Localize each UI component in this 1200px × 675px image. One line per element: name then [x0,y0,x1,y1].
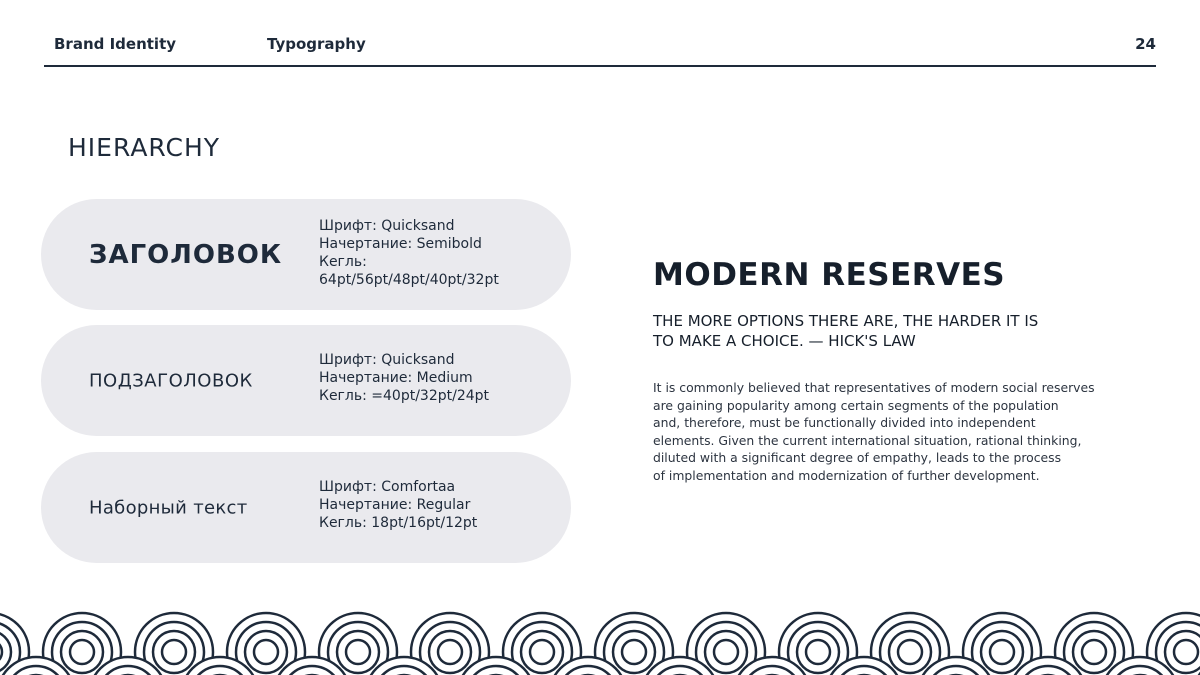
concentric-circles-pattern-icon [0,600,1200,675]
header [44,0,1156,67]
subheading-size: Кегль: =40pt/32pt/24pt [319,388,490,404]
example-quote [653,311,1073,351]
pattern-ring [162,640,186,664]
body-font: Шрифт: Comfortaa [319,479,456,495]
heading-sample: ЗАГОЛОВОК [89,239,283,270]
header-brand: Brand Identity [54,35,177,53]
page-number: 24 [1135,35,1156,53]
pattern-ring [990,640,1014,664]
body-size: Кегль: 18pt/16pt/12pt [319,515,478,531]
pattern-ring [438,640,462,664]
pattern-ring [530,640,554,664]
example-body-line: It is commonly believed that representatives of modern social reserves [653,380,1095,395]
heading-style-card [41,199,571,310]
body-weight: Начертание: Regular [319,497,471,513]
pattern-ring [1082,640,1106,664]
body-sample: Наборный текст [89,497,248,518]
heading-size-values: 64pt/56pt/48pt/40pt/32pt [319,272,499,288]
pattern-ring [898,640,922,664]
pattern-ring [714,640,738,664]
heading-specs [319,217,539,289]
pattern-ring [806,640,830,664]
example-block [653,257,1113,484]
subheading-font: Шрифт: Quicksand [319,352,455,368]
pattern-ring [70,640,94,664]
example-title: MODERN RESERVES [653,257,1006,293]
pattern-ring [1174,640,1198,664]
example-quote-line: THE MORE OPTIONS THERE ARE, THE HARDER IT IS [653,312,1039,330]
example-quote-line: TO MAKE A CHOICE. — HICK'S LAW [653,332,916,350]
example-body-line: and, therefore, must be functionally divided into independent [653,415,1036,430]
pattern-ring [254,640,278,664]
example-body [653,379,1103,484]
example-body-line: elements. Given the current international situation, rational thinking, [653,432,1082,448]
example-body-line: diluted with a significant degree of empathy, leads to the process [653,450,1062,465]
body-style-card [41,452,571,563]
header-section: Typography [267,35,366,53]
subheading-sample: ПОДЗАГОЛОВОК [89,370,253,391]
body-specs [319,478,559,532]
example-body-line: of implementation and modernization of further development. [653,467,1040,483]
subheading-style-card [41,325,571,436]
pattern-ring [346,640,370,664]
heading-font: Шрифт: Quicksand [319,218,455,234]
pattern-ring [622,640,646,664]
heading-weight: Начертание: Semibold [319,236,482,252]
subheading-weight: Начертание: Medium [319,370,473,386]
heading-size-label: Кегль: [319,254,367,270]
example-body-line: are gaining popularity among certain segments of the population [653,397,1059,413]
subheading-specs [319,351,559,405]
hierarchy-title: HIERARCHY [68,133,221,162]
